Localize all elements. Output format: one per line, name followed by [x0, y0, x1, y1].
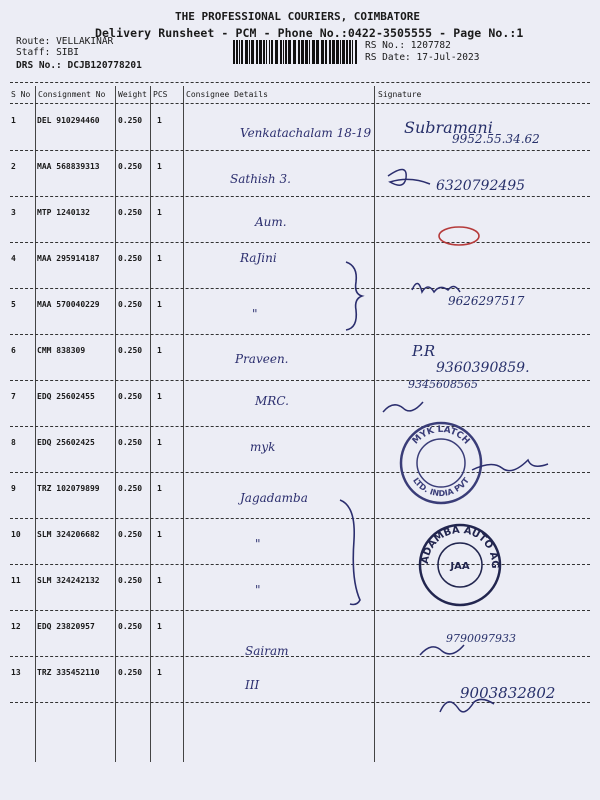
row-pcs: 1	[157, 300, 162, 309]
row-consignment: EDQ 25602425	[37, 438, 95, 447]
row-pcs: 1	[157, 162, 162, 171]
row-consignment: TRZ 335452110	[37, 668, 100, 677]
row-signature: P.R	[412, 342, 436, 360]
staff-label: Staff:	[16, 47, 51, 58]
row-pcs: 1	[157, 484, 162, 493]
row-consignee: Sairam	[245, 644, 289, 658]
row-weight: 0.250	[118, 346, 143, 355]
row-consignment: SLM 324206682	[37, 530, 100, 539]
row-weight: 0.250	[118, 668, 143, 677]
row-phone: 9003832802	[460, 684, 556, 702]
row-weight: 0.250	[118, 576, 143, 585]
brace-mark	[346, 262, 362, 330]
row-sno: 8	[11, 438, 16, 447]
row-consignee: "	[255, 583, 261, 597]
row-consignee: "	[255, 537, 261, 551]
row-sno: 11	[11, 576, 21, 585]
row-signature: Subramani	[404, 118, 493, 137]
drs-value: DCJB120778201	[67, 60, 142, 71]
row-weight: 0.250	[118, 392, 143, 401]
row-sno: 3	[11, 208, 16, 217]
col-sno: S No	[11, 90, 31, 99]
signature-scribble	[440, 699, 494, 712]
myk-stamp-bottom-text: LTD. INDIA PVT	[411, 476, 471, 499]
row-pcs: 1	[157, 392, 162, 401]
row-consignee: MRC.	[255, 394, 289, 408]
jagadamba-stamp-top-text: ADAMBA AUTO AG	[419, 524, 501, 569]
staff-value: SIBI	[56, 47, 79, 58]
col-weight: Weight	[118, 90, 147, 99]
row-phone: 9790097933	[446, 632, 516, 645]
row-sno: 12	[11, 622, 21, 631]
red-signature-mark	[439, 227, 479, 245]
row-pcs: 1	[157, 254, 162, 263]
myk-stamp-top-text: MYK LATCH	[410, 424, 472, 447]
row-sno: 2	[11, 162, 16, 171]
row-pcs: 1	[157, 622, 162, 631]
row-consignment: MAA 570040229	[37, 300, 100, 309]
row-phone: 9345608565	[408, 378, 478, 391]
col-pcs: PCS	[153, 90, 168, 99]
rs-date-value: 17-Jul-2023	[416, 52, 480, 63]
col-signature: Signature	[378, 90, 422, 99]
row-consignee: Sathish 3.	[230, 172, 291, 186]
row-weight: 0.250	[118, 530, 143, 539]
row-weight: 0.250	[118, 622, 143, 631]
row-weight: 0.250	[118, 438, 143, 447]
jagadamba-stamp-center-text: JAA	[450, 561, 470, 572]
row-phone: 9626297517	[448, 294, 525, 308]
drs-label: DRS No.:	[16, 60, 62, 71]
row-sno: 4	[11, 254, 16, 263]
row-weight: 0.250	[118, 484, 143, 493]
col-consignment: Consignment No	[38, 90, 106, 99]
row-sno: 9	[11, 484, 16, 493]
row-pcs: 1	[157, 438, 162, 447]
signature-scribble	[383, 402, 423, 412]
row-sno: 5	[11, 300, 16, 309]
row-sno: 7	[11, 392, 16, 401]
signature-scribble	[388, 169, 430, 185]
rs-date-label: RS Date:	[365, 52, 411, 63]
brace-mark	[340, 500, 360, 605]
row-weight: 0.250	[118, 116, 143, 125]
row-consignment: DEL 910294460	[37, 116, 100, 125]
row-weight: 0.250	[118, 254, 143, 263]
signature-scribble	[472, 460, 548, 471]
row-sno: 10	[11, 530, 21, 539]
signature-scribble	[412, 283, 460, 292]
row-sno: 1	[11, 116, 16, 125]
rs-no-value: 1207782	[410, 40, 451, 51]
route-value: VELLAKINAR	[56, 36, 114, 47]
row-consignment: CMM 838309	[37, 346, 86, 355]
row-consignee: Jagadamba	[240, 491, 308, 505]
row-pcs: 1	[157, 208, 162, 217]
row-pcs: 1	[157, 346, 162, 355]
row-consignee: Venkatachalam 18-19	[240, 126, 372, 140]
row-sno: 13	[11, 668, 21, 677]
row-sno: 6	[11, 346, 16, 355]
runsheet-subtitle: Delivery Runsheet - PCM - Phone No.:0422-3505555 - Page No.:1	[95, 26, 524, 40]
row-consignee: III	[245, 678, 260, 692]
row-consignment: MAA 295914187	[37, 254, 100, 263]
row-consignee: myk	[250, 440, 276, 454]
row-consignee: RaJini	[240, 251, 277, 265]
row-phone: 6320792495	[436, 178, 526, 194]
row-consignment: EDQ 25602455	[37, 392, 95, 401]
row-consignment: TRZ 102079899	[37, 484, 100, 493]
row-pcs: 1	[157, 668, 162, 677]
row-phone: 9360390859.	[436, 360, 530, 376]
row-consignee: "	[252, 307, 258, 321]
row-pcs: 1	[157, 116, 162, 125]
company-title: THE PROFESSIONAL COURIERS, COIMBATORE	[175, 10, 421, 23]
row-pcs: 1	[157, 576, 162, 585]
rs-no-label: RS No.:	[365, 40, 406, 51]
row-phone: 9952.55.34.62	[452, 132, 540, 146]
row-weight: 0.250	[118, 300, 143, 309]
row-consignee: Aum.	[255, 215, 287, 229]
signature-scribble	[420, 645, 464, 655]
row-consignment: EDQ 23820957	[37, 622, 95, 631]
row-weight: 0.250	[118, 208, 143, 217]
row-pcs: 1	[157, 530, 162, 539]
row-consignment: SLM 324242132	[37, 576, 100, 585]
col-details: Consignee Details	[186, 90, 268, 99]
route-label: Route:	[16, 36, 51, 47]
row-consignment: MAA 568839313	[37, 162, 100, 171]
row-consignment: MTP 1240132	[37, 208, 90, 217]
row-consignee: Praveen.	[235, 352, 289, 366]
row-weight: 0.250	[118, 162, 143, 171]
